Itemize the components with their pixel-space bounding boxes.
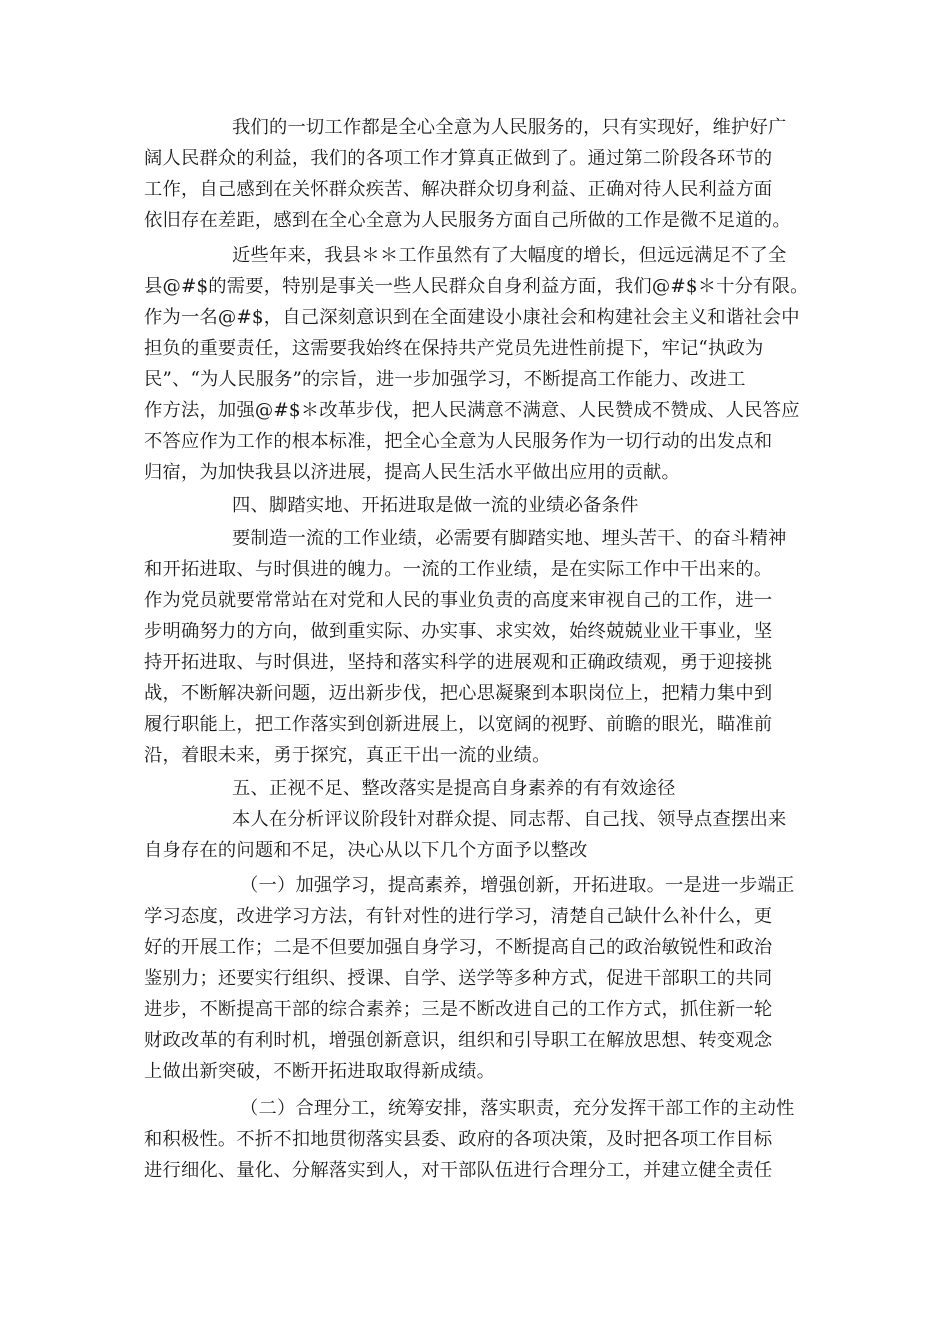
text-line: （一）加强学习，提高素养，增强创新，开拓进取。一是进一步端正 <box>240 875 795 896</box>
text-line: 作方法，加强@#$＊改革步伐，把人民满意不满意、人民赞成不赞成、人民答应 <box>144 400 800 421</box>
text-line: 好的开展工作；二是不但要加强自身学习，不断提高自己的政治敏锐性和政治 <box>144 937 773 958</box>
text-line: 进行细化、量化、分解落实到人，对干部队伍进行合理分工，并建立健全责任 <box>144 1160 773 1181</box>
text-line: 战，不断解决新问题，迈出新步伐，把心思凝聚到本职岗位上，把精力集中到 <box>144 683 773 704</box>
text-line: 近些年来，我县＊＊工作虽然有了大幅度的增长，但远远满足不了全 <box>232 245 787 266</box>
text-line: 沿，着眼未来，勇于探究，真正干出一流的业绩。 <box>144 745 551 766</box>
text-line: （二）合理分工，统筹安排，落实职责，充分发挥干部工作的主动性 <box>240 1098 795 1119</box>
text-line: 进步，不断提高干部的综合素养；三是不断改进自己的工作方式，抓住新一轮 <box>144 999 773 1020</box>
text-line: 担负的重要责任，这需要我始终在保持共产党员先进性前提下，牢记“执政为 <box>144 338 764 359</box>
text-line: 民”、“为人民服务”的宗旨，进一步加强学习，不断提高工作能力、改进工 <box>144 369 746 390</box>
text-line: 归宿，为加快我县以济进展，提高人民生活水平做出应用的贡献。 <box>144 462 680 483</box>
text-line: 鉴别力；还要实行组织、授课、自学、送学等多种方式，促进干部职工的共同 <box>144 968 773 989</box>
text-line: 作为党员就要常常站在对党和人民的事业负责的高度来审视自己的工作，进一 <box>144 590 773 611</box>
text-line: 作为一名@#$，自己深刻意识到在全面建设小康社会和构建社会主义和谐社会中 <box>144 307 800 328</box>
text-line: 四、脚踏实地、开拓进取是做一流的业绩必备条件 <box>232 495 639 516</box>
text-line: 和积极性。不折不扣地贯彻落实县委、政府的各项决策，及时把各项工作目标 <box>144 1129 773 1150</box>
text-line: 不答应作为工作的根本标准，把全心全意为人民服务作为一切行动的出发点和 <box>144 431 773 452</box>
text-line: 本人在分析评议阶段针对群众提、同志帮、自己找、领导点查摆出来 <box>232 809 787 830</box>
text-line: 我们的一切工作都是全心全意为人民服务的，只有实现好，维护好广 <box>232 117 787 138</box>
text-line: 工作，自己感到在关怀群众疾苦、解决群众切身利益、正确对待人民利益方面 <box>144 179 773 200</box>
text-line: 上做出新突破，不断开拓进取取得新成绩。 <box>144 1061 496 1082</box>
text-line: 履行职能上，把工作落实到创新进展上，以宽阔的视野、前瞻的眼光，瞄准前 <box>144 714 773 735</box>
text-line: 依旧存在差距，感到在全心全意为人民服务方面自己所做的工作是微不足道的。 <box>144 210 791 231</box>
text-line: 财政改革的有利时机，增强创新意识，组织和引导职工在解放思想、转变观念 <box>144 1030 773 1051</box>
text-line: 五、正视不足、整改落实是提高自身素养的有有效途径 <box>232 778 676 799</box>
text-line: 学习态度，改进学习方法，有针对性的进行学习，清楚自己缺什么补什么，更 <box>144 906 773 927</box>
text-line: 步明确努力的方向，做到重实际、办实事、求实效，始终兢兢业业干事业，坚 <box>144 621 773 642</box>
text-line: 自身存在的问题和不足，决心从以下几个方面予以整改 <box>144 840 588 861</box>
text-line: 和开拓进取、与时俱进的魄力。一流的工作业绩，是在实际工作中干出来的。 <box>144 559 773 580</box>
text-line: 持开拓进取、与时俱进，坚持和落实科学的进展观和正确政绩观，勇于迎接挑 <box>144 652 773 673</box>
text-line: 阔人民群众的利益，我们的各项工作才算真正做到了。通过第二阶段各环节的 <box>144 148 773 169</box>
text-line: 要制造一流的工作业绩，必需要有脚踏实地、埋头苦干、的奋斗精神 <box>232 528 787 549</box>
text-line: 县@#$的需要，特别是事关一些人民群众自身利益方面，我们@#$＊十分有限。 <box>144 276 809 297</box>
document-page <box>144 112 808 1186</box>
